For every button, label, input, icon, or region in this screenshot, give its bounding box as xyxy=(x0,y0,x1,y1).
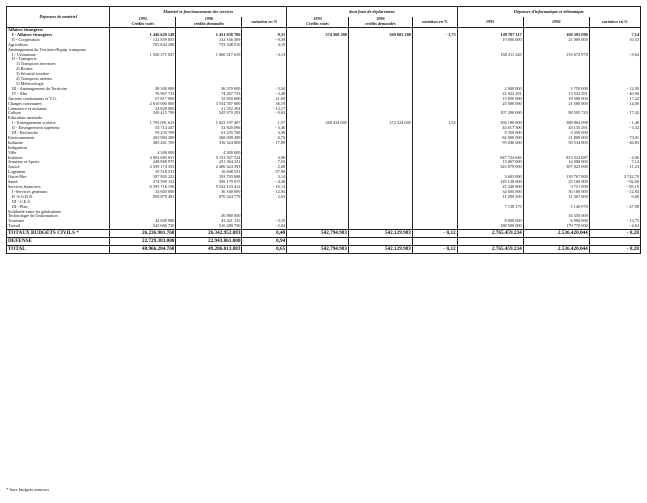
cell-value: 0,31 xyxy=(242,33,287,38)
cell-value: 2 610 000 000 xyxy=(110,102,176,107)
cell-value: 268 434 695 xyxy=(287,121,349,126)
cell-value: 1 823 197 407 xyxy=(176,121,242,126)
cell-value: - 3,13 xyxy=(242,53,287,58)
cell-value: 4,68 xyxy=(242,156,287,161)
cell-value: - 17,42 xyxy=(589,111,640,116)
row-label: II - Enseignement supérieur xyxy=(7,126,110,131)
table-totals xyxy=(7,230,641,254)
cell-value: 231 364 231 xyxy=(176,160,242,165)
total-value: - 0,12 xyxy=(412,246,457,254)
cell-value: 0,60 xyxy=(589,195,640,200)
cell-value: - 3,19 xyxy=(242,219,287,224)
total-value: 0,40 xyxy=(242,230,287,238)
row-label: II - Transports xyxy=(7,57,110,62)
cell-value: 145 128 000 xyxy=(457,180,523,185)
total-value: 542.129.983 xyxy=(348,230,412,238)
cell-value: 4 300 000 xyxy=(176,151,242,156)
cell-value: 25 160 000 xyxy=(523,180,589,185)
total-value: 26.342.952.083 xyxy=(176,230,242,238)
total-row xyxy=(7,238,641,246)
total-row xyxy=(7,246,641,254)
total-value: 2.765.459.234 xyxy=(457,230,523,238)
cell-value: 307 023 000 xyxy=(523,165,589,170)
row-label: Intérieur xyxy=(7,156,110,161)
cell-value: 22 922 291 xyxy=(457,92,523,97)
row-label: II - Coopération xyxy=(7,38,110,43)
cell-value: 43 421 125 xyxy=(176,219,242,224)
total-value xyxy=(523,238,589,246)
cell-value: 0,76 xyxy=(242,136,287,141)
cell-value: 179 770 000 xyxy=(523,224,589,229)
cell-value: - 13,17 xyxy=(242,107,287,112)
cell-value: - 73,41 xyxy=(589,136,640,141)
cell-value: 30 160 000 xyxy=(523,190,589,195)
total-value: 2.536.420.044 xyxy=(523,246,589,254)
total-value: 49.286.013.083 xyxy=(176,246,242,254)
total-label: TOTAUX BUDGETS CIVILS * xyxy=(7,230,110,238)
cell-value: - 27,98 xyxy=(589,205,640,210)
row-label: III - Aménagement du Territoire xyxy=(7,87,110,92)
cell-value: 21 800 000 xyxy=(523,136,589,141)
cell-value: 876 324 779 xyxy=(176,195,242,200)
total-value: 2.536.420.044 xyxy=(523,230,589,238)
cell-value: - 11,23 xyxy=(589,165,640,170)
cell-value: 703 844 288 xyxy=(110,43,176,48)
cell-value: 1,57 xyxy=(242,121,287,126)
row-label: Affaires étrangères xyxy=(7,28,110,33)
total-value: 0,65 xyxy=(242,246,287,254)
cell-value: - 1,73 xyxy=(412,33,457,38)
row-label: Travail xyxy=(7,224,110,229)
cell-value: 345 879 000 xyxy=(457,165,523,170)
row-label: Intégration xyxy=(7,146,110,151)
row-label: Outre-Mer xyxy=(7,175,110,180)
cell-value: 3,38 xyxy=(242,131,287,136)
cell-value: 19 000 000 xyxy=(457,38,523,43)
row-label: Agriculture xyxy=(7,43,110,48)
table-body xyxy=(7,28,641,230)
cell-value: - 3,46 xyxy=(242,126,287,131)
cell-value: - 5,04 xyxy=(242,224,287,229)
cell-value: 88 595 729 xyxy=(523,111,589,116)
cell-value: 4,19 xyxy=(242,43,287,48)
cell-value: 2,88 xyxy=(242,165,287,170)
col-1996-demandes: 1996 crédits demandés xyxy=(176,17,242,28)
corner-header: Dépenses de matériel xyxy=(7,7,110,28)
cell-value: 8 000 000 xyxy=(457,219,523,224)
cell-value: - 12,84 xyxy=(589,190,640,195)
total-value xyxy=(348,238,412,246)
cell-value: 7,14 xyxy=(589,33,640,38)
row-label: Ville xyxy=(7,151,110,156)
row-label: Tourisme xyxy=(7,219,110,224)
col-1995-info: 1995 xyxy=(457,17,523,28)
cell-value: 107 290 000 xyxy=(457,111,523,116)
cell-value: - 3,32 xyxy=(589,126,640,131)
total-row xyxy=(7,230,641,238)
cell-value: 516 280 750 xyxy=(176,224,242,229)
cell-value: 2 339 174 355 xyxy=(110,165,176,170)
total-value: 542.794.983 xyxy=(287,230,349,238)
cell-value: 272 524 695 xyxy=(348,121,412,126)
row-label: IV - Mer xyxy=(7,92,110,97)
cell-value: 858 879 481 xyxy=(110,195,176,200)
cell-value: 3 751 000 xyxy=(523,185,589,190)
row-label: III - Recherche xyxy=(7,131,110,136)
cell-value: - 12,50 xyxy=(589,87,640,92)
row-label: Culture xyxy=(7,111,110,116)
cell-value: 4 300 000 xyxy=(110,151,176,156)
col-1995-votes-depl: 1995 Crédits votés xyxy=(287,17,349,28)
group-header-deplacement: dont frais de déplacement xyxy=(287,7,457,18)
cell-value: - 14,00 xyxy=(589,102,640,107)
cell-value: - 16,13 xyxy=(242,185,287,190)
cell-value: 549 415 799 xyxy=(110,111,176,116)
cell-value: 30 160 000 xyxy=(176,190,242,195)
cell-value: - 4,38 xyxy=(242,180,287,185)
cell-value: 6 900 000 xyxy=(523,219,589,224)
cell-value: 38 300 000 xyxy=(110,87,176,92)
total-value: 22.943.061.000 xyxy=(176,238,242,246)
group-header-informatique: Dépenses d'informatique et télématique xyxy=(457,7,640,18)
row-label: Services financiers xyxy=(7,185,110,190)
cell-value: 5 140 970 xyxy=(523,205,589,210)
total-value: 2.765.459.234 xyxy=(457,246,523,254)
cell-value: 1 451 038 706 xyxy=(176,33,242,38)
cell-value: - 46,83 xyxy=(589,141,640,146)
cell-value: 74 267 733 xyxy=(176,92,242,97)
cell-value: 27 817 000 xyxy=(110,97,176,102)
row-label: III - C.E.S. xyxy=(7,200,110,205)
cell-value: 543 660 750 xyxy=(110,224,176,229)
row-label: 1) Transports terrestres xyxy=(7,62,110,67)
total-value: - 0,12 xyxy=(412,230,457,238)
cell-value: 5 532 123 412 xyxy=(176,185,242,190)
cell-value: 13 067 000 xyxy=(457,160,523,165)
cell-value: - 17,89 xyxy=(242,141,287,146)
cell-value: - 4,06 xyxy=(589,156,640,161)
cell-value: 188 500 000 xyxy=(457,224,523,229)
cell-value: 248 868 975 xyxy=(110,160,176,165)
col-variation: variation en % xyxy=(242,17,287,28)
cell-value: 34 605 000 xyxy=(457,190,523,195)
cell-value: 95 046 660 xyxy=(457,141,523,146)
row-label: I - Enseignement scolaire xyxy=(7,121,110,126)
cell-value: 10,53 xyxy=(589,38,640,43)
cell-value: 358 179 075 xyxy=(176,180,242,185)
cell-value: 54 714 447 xyxy=(110,126,176,131)
cell-value: 1 446 620 148 xyxy=(110,33,176,38)
cell-value: - 4,63 xyxy=(589,224,640,229)
total-label: TOTAL xyxy=(7,246,110,254)
total-value: 542.794.983 xyxy=(287,246,349,254)
cell-value: 21 500 000 xyxy=(523,102,589,107)
cell-value: 5 131 927 524 xyxy=(176,156,242,161)
cell-value: - 85,19 xyxy=(589,185,640,190)
cell-value: 82 000 000 xyxy=(457,136,523,141)
cell-value: 1 750 000 xyxy=(523,87,589,92)
row-label: Justice xyxy=(7,165,110,170)
cell-value: 3 554 587 000 xyxy=(176,102,242,107)
cell-value: 132 166 369 xyxy=(176,38,242,43)
total-value: 0,94 xyxy=(242,238,287,246)
cell-value: 7 138 175 xyxy=(457,205,523,210)
cell-value: 25 340 000 xyxy=(457,185,523,190)
cell-value: 15 850 000 xyxy=(457,97,523,102)
total-value xyxy=(589,238,640,246)
cell-value: 388 864 098 xyxy=(523,121,589,126)
row-label: Industrie xyxy=(7,141,110,146)
cell-value: 1 920 371 047 xyxy=(110,53,176,58)
cell-value: - 5,04 xyxy=(242,87,287,92)
cell-value: 36 880 000 xyxy=(176,214,242,219)
cell-value: 36 370 000 xyxy=(176,87,242,92)
col-variation-depl: variation en % xyxy=(412,17,457,28)
cell-value: 265 984 289 xyxy=(110,136,176,141)
cell-value: 6 595 716 196 xyxy=(110,185,176,190)
cell-value: 24 820 000 xyxy=(110,107,176,112)
cell-value: 34 605 000 xyxy=(110,190,176,195)
cell-value: 168 211 345 xyxy=(457,53,523,58)
total-value: - 8,28 xyxy=(589,246,640,254)
cell-value: 21,69 xyxy=(242,97,287,102)
cell-value: 43 135 291 xyxy=(523,126,589,131)
cell-value: 14 000 000 xyxy=(523,160,589,165)
cell-value: 2 406 424 393 xyxy=(176,165,242,170)
cell-value: 733 348 010 xyxy=(176,43,242,48)
cell-value: 61 235 769 xyxy=(176,131,242,136)
cell-value: - 0,39 xyxy=(242,38,287,43)
row-label: Education nationale xyxy=(7,116,110,121)
row-label: 2) Routes xyxy=(7,67,110,72)
row-label: II -S.G.D.N. xyxy=(7,195,110,200)
total-value xyxy=(457,238,523,246)
row-label: 4) Transports aériens xyxy=(7,77,110,82)
cell-value: - 82,66 xyxy=(589,180,640,185)
col-1995-votes: 1995 Crédits votés xyxy=(110,17,176,28)
cell-value: 274 360 288 xyxy=(287,33,349,38)
cell-value: 17,22 xyxy=(589,97,640,102)
cell-value: 3 603 000 xyxy=(457,175,523,180)
cell-value: 3 742,70 xyxy=(589,175,640,180)
row-label: Logement xyxy=(7,170,110,175)
cell-value: 21 552 304 xyxy=(176,107,242,112)
cell-value: 374 599 132 xyxy=(110,180,176,185)
cell-value: 44 849 880 xyxy=(110,219,176,224)
group-header-materiel: Matériel et fonctionnement des services xyxy=(110,7,287,18)
cell-value: 1,52 xyxy=(412,121,457,126)
cell-value: 1 860 317 619 xyxy=(176,53,242,58)
cell-value: 44 617 500 xyxy=(457,126,523,131)
col-1996-demandes-depl: 1996 crédits demandés xyxy=(348,17,412,28)
budget-table xyxy=(6,6,641,254)
cell-value: 25 000 000 xyxy=(457,102,523,107)
cell-value: - 0,63 xyxy=(242,111,287,116)
cell-value: 11 367 000 xyxy=(523,195,589,200)
total-value: 48.966.284.760 xyxy=(110,246,176,254)
cell-value: 385 261 769 xyxy=(110,141,176,146)
total-value: - 8,28 xyxy=(589,230,640,238)
cell-value: 813 322 687 xyxy=(523,156,589,161)
cell-value: 21 000 000 xyxy=(523,38,589,43)
row-label: I - Urbanisme xyxy=(7,53,110,58)
cell-value: 160 392 000 xyxy=(523,33,589,38)
cell-value: 59 235 769 xyxy=(110,131,176,136)
cell-value: - 13,75 xyxy=(589,219,640,224)
cell-value: 50 534 000 xyxy=(523,141,589,146)
cell-value: 268 009 289 xyxy=(176,136,242,141)
cell-value: 11 299 500 xyxy=(457,195,523,200)
cell-value: 3,14 xyxy=(242,175,287,180)
cell-value: - 1,40 xyxy=(589,121,640,126)
col-variation-info: variation en % xyxy=(589,17,640,28)
cell-value: 7,14 xyxy=(589,160,640,165)
cell-value: 132 859 855 xyxy=(110,38,176,43)
row-label: Environnement xyxy=(7,136,110,141)
row-label: III - Plan xyxy=(7,205,110,210)
row-label: 3) Sécurité routière xyxy=(7,72,110,77)
cell-value: 269 605 288 xyxy=(348,33,412,38)
row-label: Commerce et artisanat xyxy=(7,107,110,112)
cell-value: - 8,64 xyxy=(589,53,640,58)
cell-value: 4 902 682 651 xyxy=(110,156,176,161)
cell-value: 149 707 117 xyxy=(457,33,523,38)
cell-value: 9 350 000 xyxy=(457,131,523,136)
cell-value: 76 967 733 xyxy=(110,92,176,97)
cell-value: 9 350 000 xyxy=(523,131,589,136)
cell-value: 130 767 000 xyxy=(523,175,589,180)
row-label: Jeunesse et Sports xyxy=(7,160,110,165)
cell-value: 16 350 000 xyxy=(523,214,589,219)
total-value: 22.729.383.000 xyxy=(110,238,176,246)
cell-value: - 3,48 xyxy=(242,92,287,97)
row-label: Technologie de l'information xyxy=(7,214,110,219)
row-label: I -Services généraux xyxy=(7,190,110,195)
cell-value: 10 518 531 xyxy=(110,170,176,175)
cell-value: - 40,96 xyxy=(589,92,640,97)
cell-value: - 12,84 xyxy=(242,190,287,195)
cell-value: 545 970 293 xyxy=(176,111,242,116)
cell-value: 394 180 000 xyxy=(457,121,523,126)
row-label: Aménagement du Territoire/Equip. transports xyxy=(7,48,110,53)
row-label: Solidarité entre les générations xyxy=(7,210,110,215)
cell-value: 847 724 646 xyxy=(457,156,523,161)
cell-value: 1 795 091 633 xyxy=(110,121,176,126)
budget-sheet xyxy=(6,6,641,254)
cell-value: 153 672 978 xyxy=(523,53,589,58)
total-value: 542.129.983 xyxy=(348,246,412,254)
cell-value: 2,03 xyxy=(242,195,287,200)
cell-value: 16 608 531 xyxy=(176,170,242,175)
cell-value: 36,19 xyxy=(242,102,287,107)
row-label: 5) Météorologie xyxy=(7,82,110,87)
cell-value: 187 803 252 xyxy=(110,175,176,180)
footnote: * hors budgets annexes xyxy=(6,487,49,492)
total-value xyxy=(412,238,457,246)
row-label: I - Affaires étrangères xyxy=(7,33,110,38)
row-label: Charges communes xyxy=(7,102,110,107)
row-label: Santé xyxy=(7,180,110,185)
cell-value: 52 820 096 xyxy=(176,126,242,131)
cell-value: 57,90 xyxy=(242,170,287,175)
cell-value: 33 850 000 xyxy=(176,97,242,102)
total-value xyxy=(287,238,349,246)
col-1996-info: 1996 xyxy=(523,17,589,28)
cell-value: 316 324 000 xyxy=(176,141,242,146)
cell-value: 18 580 000 xyxy=(523,97,589,102)
row-label: Anciens combattants et V.G. xyxy=(7,97,110,102)
total-label: DEFENSE xyxy=(7,238,110,246)
cell-value: 193 703 688 xyxy=(176,175,242,180)
cell-value: - 7,03 xyxy=(242,160,287,165)
total-value: 26.236.901.760 xyxy=(110,230,176,238)
cell-value: 2 000 000 xyxy=(457,87,523,92)
cell-value: 13 532 291 xyxy=(523,92,589,97)
